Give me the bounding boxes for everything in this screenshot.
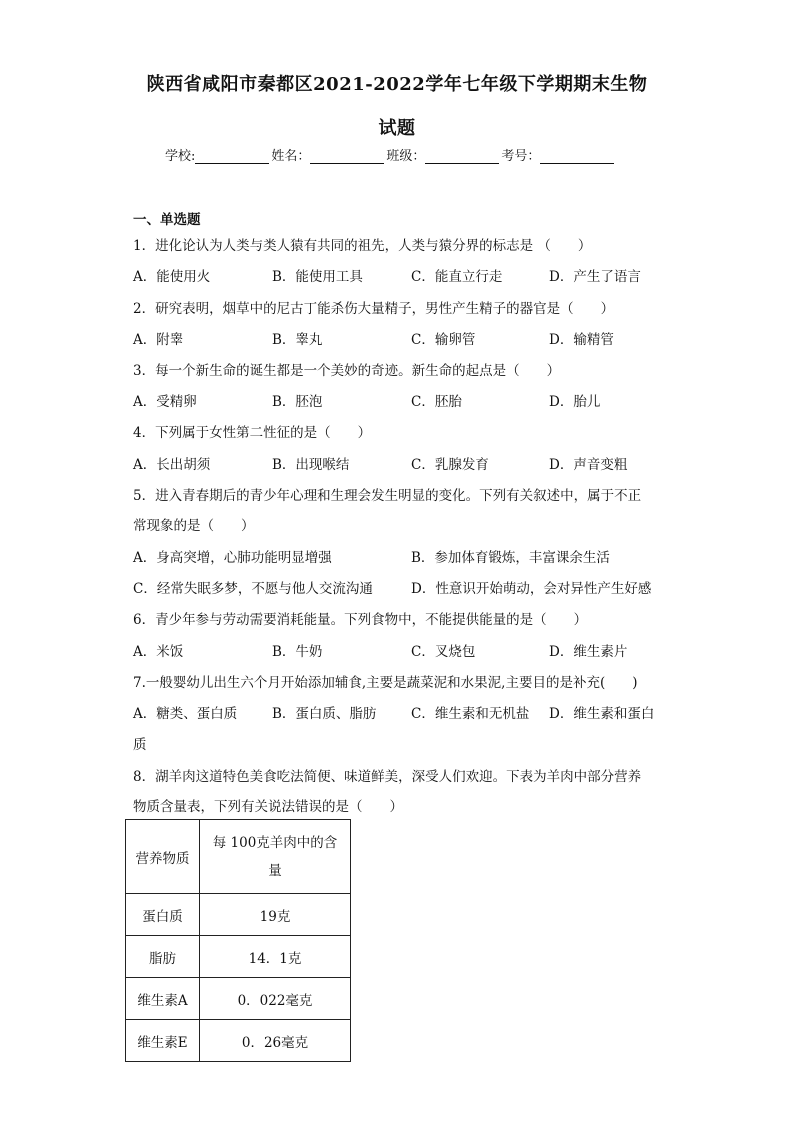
- question-8-stem-line-2: 物质含量表，下列有关说法错误的是（ ）: [133, 799, 403, 815]
- question-4-stem: 4．下列属于女性第二性征的是（ ）: [133, 425, 372, 441]
- question-1-stem: 1．进化论认为人类与类人猿有共同的祖先，人类与猿分界的标志是 （ ）: [133, 238, 592, 254]
- q3-option-d: D．胎儿: [549, 394, 601, 410]
- q2-option-b: B．睾丸: [272, 332, 323, 348]
- table-header-content-line-2: 量: [268, 862, 282, 879]
- table-cell-nutrient: 脂肪: [126, 936, 200, 978]
- section-heading: 一、单选题: [133, 212, 201, 228]
- table-row: [126, 894, 351, 936]
- question-5-stem-line-2: 常现象的是（ ）: [133, 518, 255, 534]
- question-7-stem: 7.一般婴幼儿出生六个月开始添加辅食,主要是蔬菜泥和水果泥,主要目的是补充( ): [133, 675, 638, 691]
- q1-option-c: C．能直立行走: [411, 269, 503, 285]
- q6-option-d: D．维生素片: [549, 644, 628, 660]
- table-cell-amount: 0．26毫克: [200, 1020, 351, 1062]
- table-header-content-line-1: 每 100克羊肉中的含: [212, 834, 338, 851]
- q4-option-d: D．声音变粗: [549, 457, 628, 473]
- q5-option-c: C．经常失眠多梦，不愿与他人交流沟通: [133, 581, 373, 597]
- question-2-stem: 2．研究表明，烟草中的尼古丁能杀伤大量精子，男性产生精子的器官是（ ）: [133, 301, 615, 317]
- table-cell-nutrient: 维生素A: [126, 978, 200, 1020]
- table-cell-nutrient: 维生素E: [126, 1020, 200, 1062]
- question-8-stem-line-1: 8．湖羊肉这道特色美食吃法简便、味道鲜美，深受人们欢迎。下表为羊肉中部分营养: [133, 769, 642, 785]
- class-label: 班级：: [386, 149, 426, 164]
- school-label: 学校:: [165, 149, 196, 164]
- class-blank: [425, 149, 499, 164]
- school-blank: [195, 149, 269, 164]
- nutrition-table: [125, 819, 351, 1062]
- q7-option-d: D．维生素和蛋白: [549, 706, 655, 722]
- q7-option-c: C．维生素和无机盐: [411, 706, 530, 722]
- exam-number-blank: [540, 149, 614, 164]
- q3-option-a: A．受精卵: [133, 394, 197, 410]
- q5-option-b: B．参加体育锻炼，丰富课余生活: [411, 550, 610, 566]
- q1-option-d: D．产生了语言: [549, 269, 641, 285]
- exam-title-line-2: 试题: [378, 118, 416, 139]
- q5-option-d: D．性意识开始萌动，会对异性产生好感: [411, 581, 652, 597]
- question-5-stem-line-1: 5．进入青春期后的青少年心理和生理会发生明显的变化。下列有关叙述中，属于不正: [133, 488, 642, 504]
- q2-option-a: A．附睾: [133, 332, 184, 348]
- table-cell-amount: 0．022毫克: [200, 978, 351, 1020]
- q6-option-c: C．叉烧包: [411, 644, 476, 660]
- table-row: [126, 978, 351, 1020]
- q4-option-b: B．出现喉结: [272, 457, 350, 473]
- table-header-content: [200, 820, 351, 894]
- table-cell-amount: 14．1克: [200, 936, 351, 978]
- q6-option-b: B．牛奶: [272, 644, 323, 660]
- table-row: [126, 936, 351, 978]
- q2-option-c: C．输卵管: [411, 332, 476, 348]
- q5-option-a: A．身高突增，心肺功能明显增强: [133, 550, 332, 566]
- q3-option-b: B．胚泡: [272, 394, 323, 410]
- q2-option-d: D．输精管: [549, 332, 614, 348]
- q7-option-d-wrap: 质: [133, 737, 147, 753]
- table-row: [126, 1020, 351, 1062]
- name-label: 姓名：: [271, 149, 311, 164]
- q1-option-a: A．能使用火: [133, 269, 211, 285]
- q4-option-a: A．长出胡须: [133, 457, 211, 473]
- table-cell-amount: 19克: [200, 894, 351, 936]
- q7-option-b: B．蛋白质、脂肪: [272, 706, 377, 722]
- table-cell-nutrient: 蛋白质: [126, 894, 200, 936]
- exam-title-line-1: 陕西省咸阳市秦都区2021-2022学年七年级下学期期末生物: [146, 74, 648, 95]
- q3-option-c: C．胚胎: [411, 394, 462, 410]
- q4-option-c: C．乳腺发育: [411, 457, 489, 473]
- student-info-row: [165, 145, 616, 164]
- table-header-row: [126, 820, 351, 894]
- question-6-stem: 6．青少年参与劳动需要消耗能量。下列食物中，不能提供能量的是（ ）: [133, 612, 588, 628]
- question-3-stem: 3．每一个新生命的诞生都是一个美妙的奇迹。新生命的起点是（ ）: [133, 363, 561, 379]
- name-blank: [310, 149, 384, 164]
- table-header-nutrient: 营养物质: [126, 820, 200, 894]
- q6-option-a: A．米饭: [133, 644, 184, 660]
- q7-option-a: A．糖类、蛋白质: [133, 706, 238, 722]
- q1-option-b: B．能使用工具: [272, 269, 363, 285]
- exam-number-label: 考号：: [501, 149, 541, 164]
